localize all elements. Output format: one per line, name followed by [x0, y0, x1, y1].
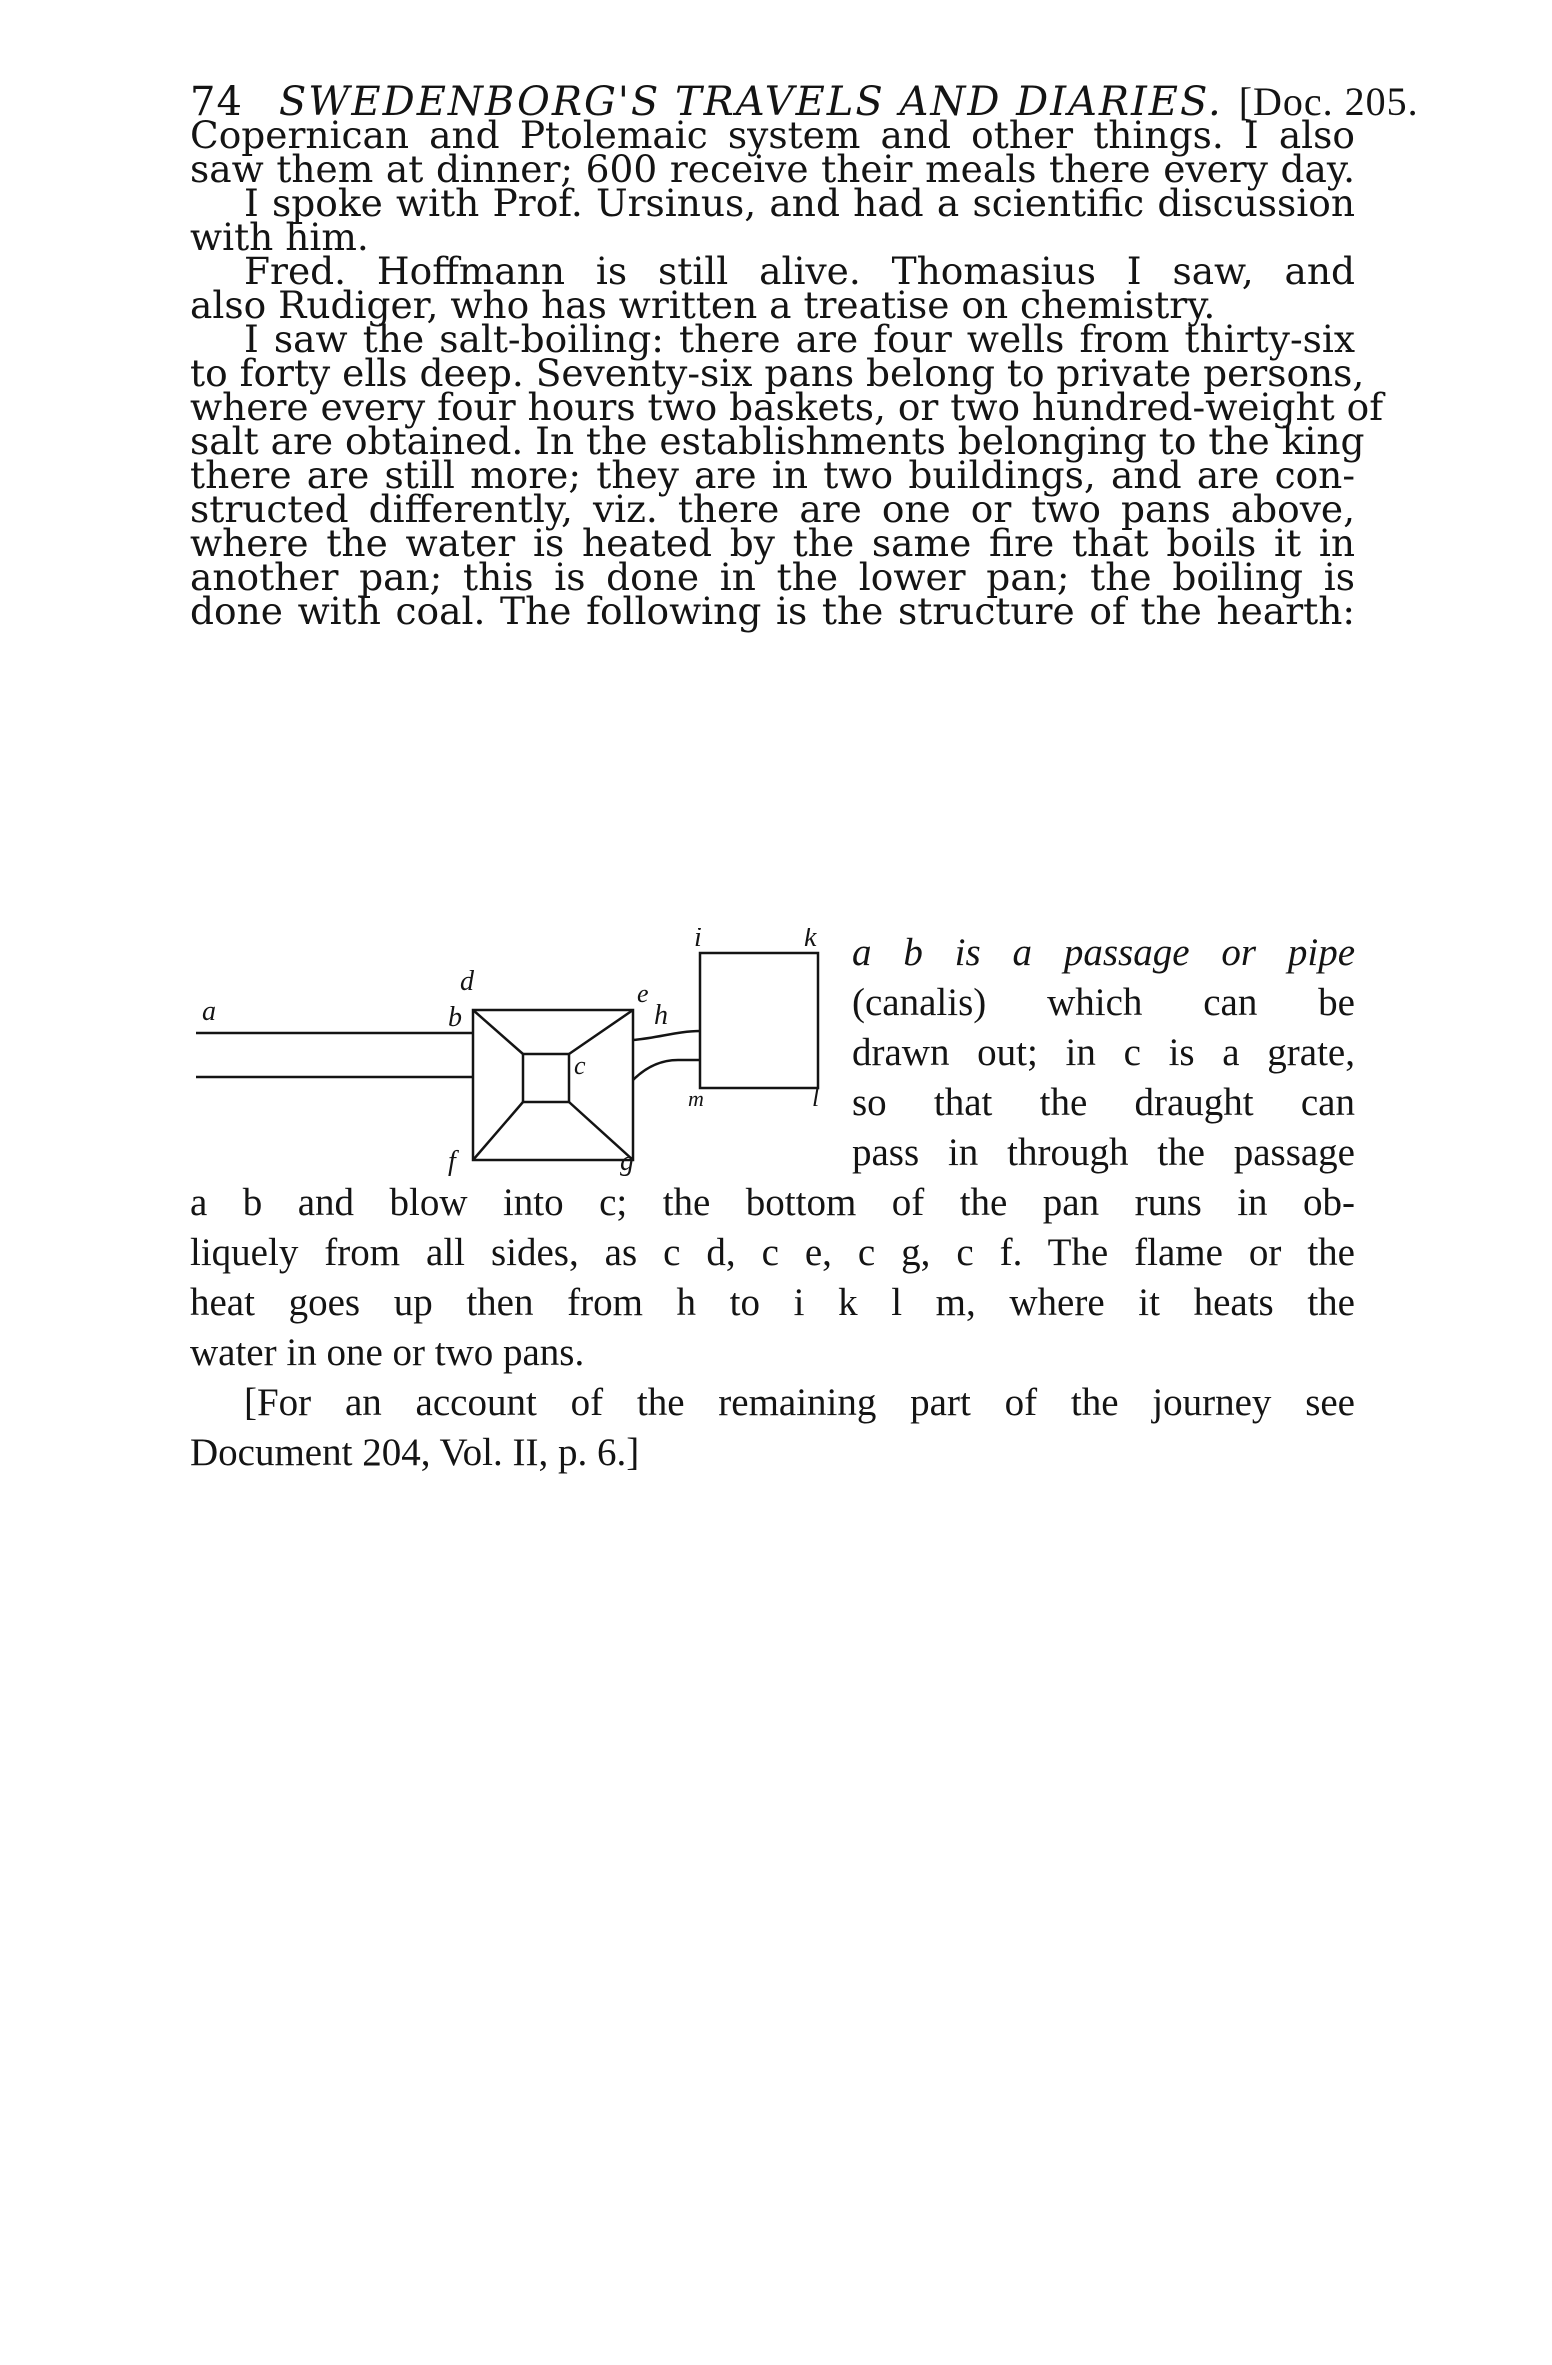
label-e: e [637, 979, 649, 1008]
after-line-5: [For an account of the remaining part of the journey see [244, 1381, 1355, 1424]
after-line-2: liquely from all sides, as c d, c e, c g, c f. The flame or the [190, 1231, 1355, 1274]
body-line-9: where every four hours two baskets, or two hundred-weight of [190, 385, 1384, 429]
body-line-7: I saw the salt-boiling: there are four wells from thirty-six [244, 317, 1355, 361]
label-m: m [688, 1086, 704, 1111]
body-line-14: another pan; this is done in the lower pan; the boiling is [190, 555, 1355, 599]
upper-pan [700, 953, 818, 1088]
label-l: l [812, 1083, 820, 1112]
wrap-line-1: a b is a passage or pipe [852, 931, 1355, 974]
wrap-line-5: pass in through the passage [852, 1131, 1355, 1174]
hearth-diagram [190, 928, 830, 1178]
body-line-15: done with coal. The following is the structure of the hearth: [190, 589, 1355, 633]
page-number: 74 [190, 79, 243, 125]
wrap-line-3: drawn out; in c is a grate, [852, 1031, 1355, 1074]
body-line-3: I spoke with Prof. Ursinus, and had a scientific discussion [244, 181, 1355, 225]
after-line-3: heat goes up then from h to i k l m, where it heats the [190, 1281, 1355, 1324]
body-line-4: with him. [190, 215, 369, 259]
body-line-2: saw them at dinner; 600 receive their meals there every day. [190, 147, 1355, 191]
diagonal-c-d [473, 1010, 523, 1054]
flue-lower-curve [633, 1060, 700, 1080]
label-d: d [460, 966, 474, 997]
body-line-8: to forty ells deep. Seventy-six pans belong to private persons, [190, 351, 1365, 395]
running-title: SWEDENBORG'S TRAVELS AND DIARIES. [278, 79, 1223, 125]
body-line-6: also Rudiger, who has written a treatise on chemistry. [190, 283, 1216, 327]
diagonal-c-e [569, 1010, 633, 1054]
after-line-1: a b and blow into c; the bottom of the pan runs in ob- [190, 1181, 1355, 1224]
after-line-6: Document 204, Vol. II, p. 6.] [190, 1431, 640, 1474]
flue-upper-curve [633, 1031, 700, 1040]
body-line-13: where the water is heated by the same fire that boils it in [190, 521, 1355, 565]
label-k: k [804, 928, 817, 953]
diagonal-c-f [473, 1102, 523, 1160]
wrap-line-4: so that the draught can [852, 1081, 1355, 1124]
body-line-5: Fred. Hoffmann is still alive. Thomasius I saw, and [244, 249, 1355, 293]
body-line-11: there are still more; they are in two buildings, and are con- [190, 453, 1355, 497]
label-i: i [694, 928, 702, 953]
body-line-10: salt are obtained. In the establishments belonging to the king [190, 419, 1365, 463]
label-f: f [448, 1146, 456, 1177]
after-line-4: water in one or two pans. [190, 1331, 585, 1374]
document-reference: [Doc. 205. [1238, 79, 1419, 124]
wrap-line-2: (canalis) which can be [852, 981, 1355, 1024]
label-b: b [448, 1002, 462, 1033]
body-line-12: structed differently, viz. there are one or two pans above, [190, 487, 1355, 531]
label-g: g [620, 1146, 634, 1177]
grate-box [523, 1054, 569, 1102]
label-c: c [574, 1051, 586, 1080]
label-a: a [202, 996, 216, 1027]
body-line-1: Copernican and Ptolemaic system and other things. I also [190, 113, 1355, 157]
label-h: h [654, 1000, 668, 1031]
